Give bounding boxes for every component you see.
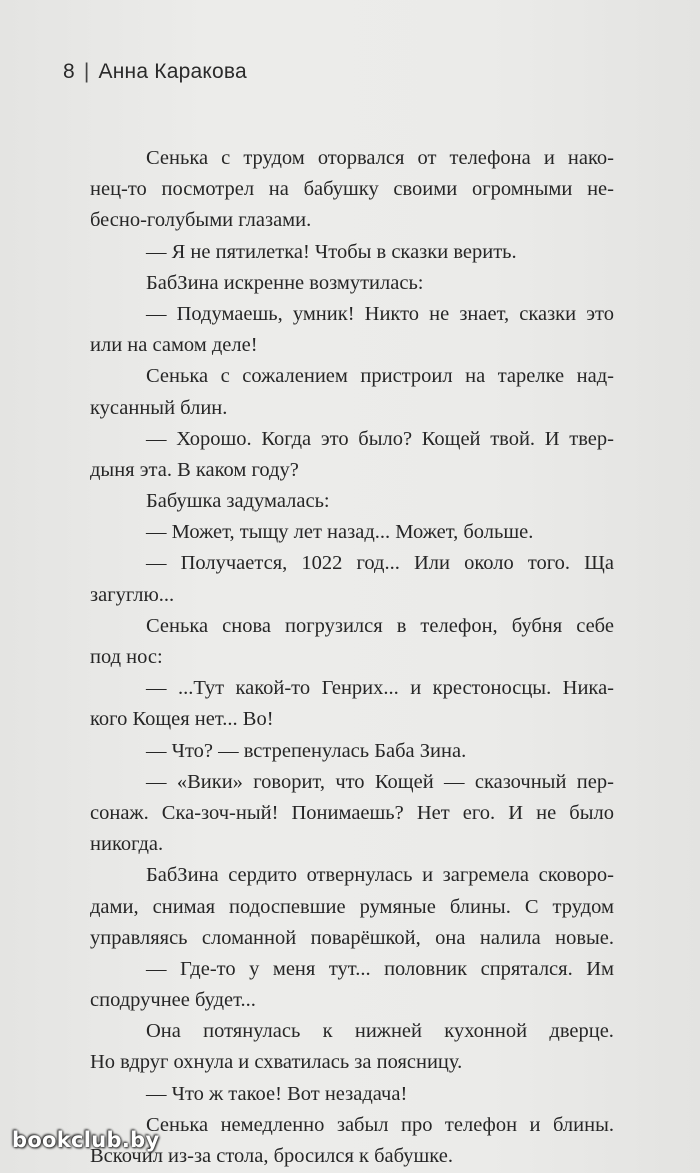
text-line: — Что ж такое! Вот незадача! (146, 1082, 408, 1105)
text-line: — Подумаешь, умник! Никто не знает, сказки это (146, 302, 614, 325)
text-line: нец-то посмотрел на бабушку своими огромными не- (90, 178, 614, 201)
text-line: — Хорошо. Когда это было? Кощей твой. И твер- (146, 427, 614, 450)
text-line: Вскочил из-за стола, бросился к бабушке. (90, 1145, 453, 1167)
text-line: БабЗина искренне возмутилась: (146, 271, 424, 294)
text-line: Сенька с сожалением пристроил на тарелке над- (146, 365, 614, 388)
text-line: — «Вики» говорит, что Кощей — сказочный пер- (146, 770, 614, 793)
text-line: управляясь сломанной поварёшкой, она налила новые. (90, 926, 614, 949)
text-line: бесно-голубыми глазами. (90, 209, 312, 232)
text-line: дыня эта. В каком году? (90, 458, 299, 481)
text-line: — ...Тут какой-то Генрих... и крестоносцы. Ника- (146, 677, 614, 700)
page-number: 8 (63, 60, 75, 83)
text-line: кого Кощея нет... Во! (90, 708, 274, 731)
text-line: — Где-то у меня тут... половник спрятался. Им (146, 957, 614, 980)
text-line: Она потянулась к нижней кухонной дверце. (146, 1020, 614, 1043)
header-separator: | (83, 60, 90, 83)
text-line: сонаж. Ска-зоч-ный! Понимаешь? Нет его. И не было (90, 801, 614, 824)
text-line: загуглю... (90, 583, 175, 606)
text-line: или на самом деле! (90, 334, 258, 357)
text-line: — Я не пятилетка! Чтобы в сказки верить. (146, 240, 517, 263)
text-line: Сенька немедленно забыл про телефон и блины. (146, 1113, 614, 1136)
text-line: Бабушка задумалась: (146, 490, 330, 513)
watermark-logo: bookclub.by (12, 1128, 160, 1152)
text-line: — Получается, 1022 год... Или около того. Ща (146, 552, 614, 575)
text-line: Сенька снова погрузился в телефон, бубня себе (146, 614, 614, 637)
text-line: никогда. (90, 833, 164, 856)
text-line: кусанный блин. (90, 396, 228, 419)
text-line: БабЗина сердито отвернулась и загремела сковоро- (146, 864, 614, 887)
text-line: — Может, тыщу лет назад... Может, больше. (146, 521, 534, 544)
text-line: Сенька с трудом оторвался от телефона и нако- (146, 147, 614, 169)
author-name: Анна Каракова (98, 60, 247, 83)
text-line: под нос: (90, 646, 163, 668)
body-text (90, 143, 614, 1172)
running-header (63, 60, 247, 84)
text-line: — Что? — встрепенулась Баба Зина. (146, 739, 467, 762)
text-line: дами, снимая подоспевшие румяные блины. С трудом (90, 895, 614, 918)
text-line: Но вдруг охнула и схватилась за поясницу. (90, 1051, 463, 1074)
text-line: сподручнее будет... (90, 989, 256, 1012)
